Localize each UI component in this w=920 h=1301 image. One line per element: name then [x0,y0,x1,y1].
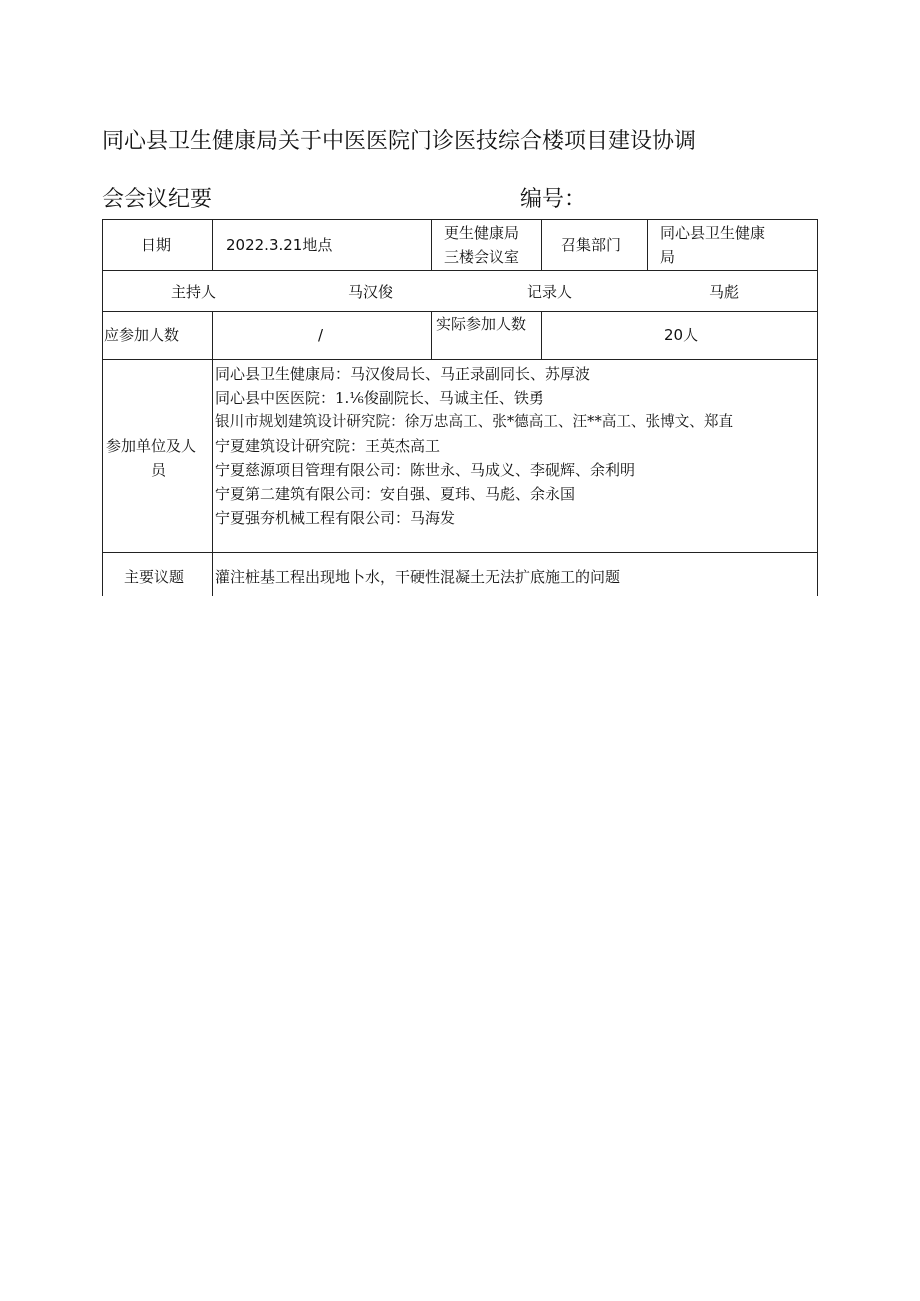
main-topic-value: 灌注桩基工程出现地卜水，干硬性混凝土无法扩底施工的问题 [215,568,621,586]
table-row-divider [102,270,818,271]
host-label: 主持人 [171,283,217,301]
participant-line: 同心县中医医院：1.⅙俊副院长、马诚主任、铁勇 [215,389,544,407]
table-col-divider [212,219,213,270]
table-row-divider [102,552,818,553]
participants-label-line-2: 员 [151,461,167,479]
expected-attendees-value: / [318,326,324,344]
convening-department-value-line-2: 局 [660,248,676,266]
recorder-label: 记录人 [527,283,573,301]
actual-attendees-label: 实际参加人数 [436,315,527,333]
table-col-divider [431,311,432,359]
table-border-top [102,219,818,220]
participant-line: 宁夏强夯机械工程有限公司：马海发 [215,509,456,527]
location-value-line-2: 三楼会议室 [444,248,520,266]
document-title-line-1: 同心县卫生健康局关于中医医院门诊医技综合楼项目建设协调 [102,129,697,154]
date-value: 2022.3.21地点 [226,236,333,254]
table-row-divider [102,311,818,312]
participant-line: 宁夏第二建筑有限公司：安自强、夏玮、马彪、余永国 [215,485,576,503]
expected-attendees-label: 应参加人数 [104,326,180,344]
participant-line: 银川市规划建筑设计研究院：徐万忠高工、张*德高工、汪**高工、张博文、郑直 [215,413,734,430]
table-col-divider [212,359,213,596]
participant-line: 宁夏慈源项目管理有限公司：陈世永、马成义、李砚辉、余利明 [215,461,636,479]
actual-attendees-value: 20人 [664,326,699,344]
table-border-left [102,219,103,596]
document-number-label: 编号： [520,187,587,212]
convening-department-value-line-1: 同心县卫生健康 [660,224,766,242]
recorder-value: 马彪 [709,283,740,301]
participant-line: 宁夏建筑设计研究院：王英杰高工 [215,437,441,455]
table-col-divider [541,311,542,359]
participant-line: 同心县卫生健康局：马汉俊局长、马正录副同长、苏厚波 [215,365,591,383]
date-label: 日期 [141,236,172,254]
table-col-divider [431,219,432,270]
participants-label-line-1: 参加单位及人 [106,437,197,455]
location-value-line-1: 更生健康局 [444,224,520,242]
document-title-line-2: 会会议纪要 [102,187,213,212]
table-col-divider [541,219,542,270]
convening-department-label: 召集部门 [561,236,622,254]
table-col-divider [212,311,213,359]
host-value: 马汉俊 [348,283,394,301]
table-border-right [817,219,818,596]
main-topic-label: 主要议题 [124,568,185,586]
table-row-divider [102,359,818,360]
table-col-divider [647,219,648,270]
